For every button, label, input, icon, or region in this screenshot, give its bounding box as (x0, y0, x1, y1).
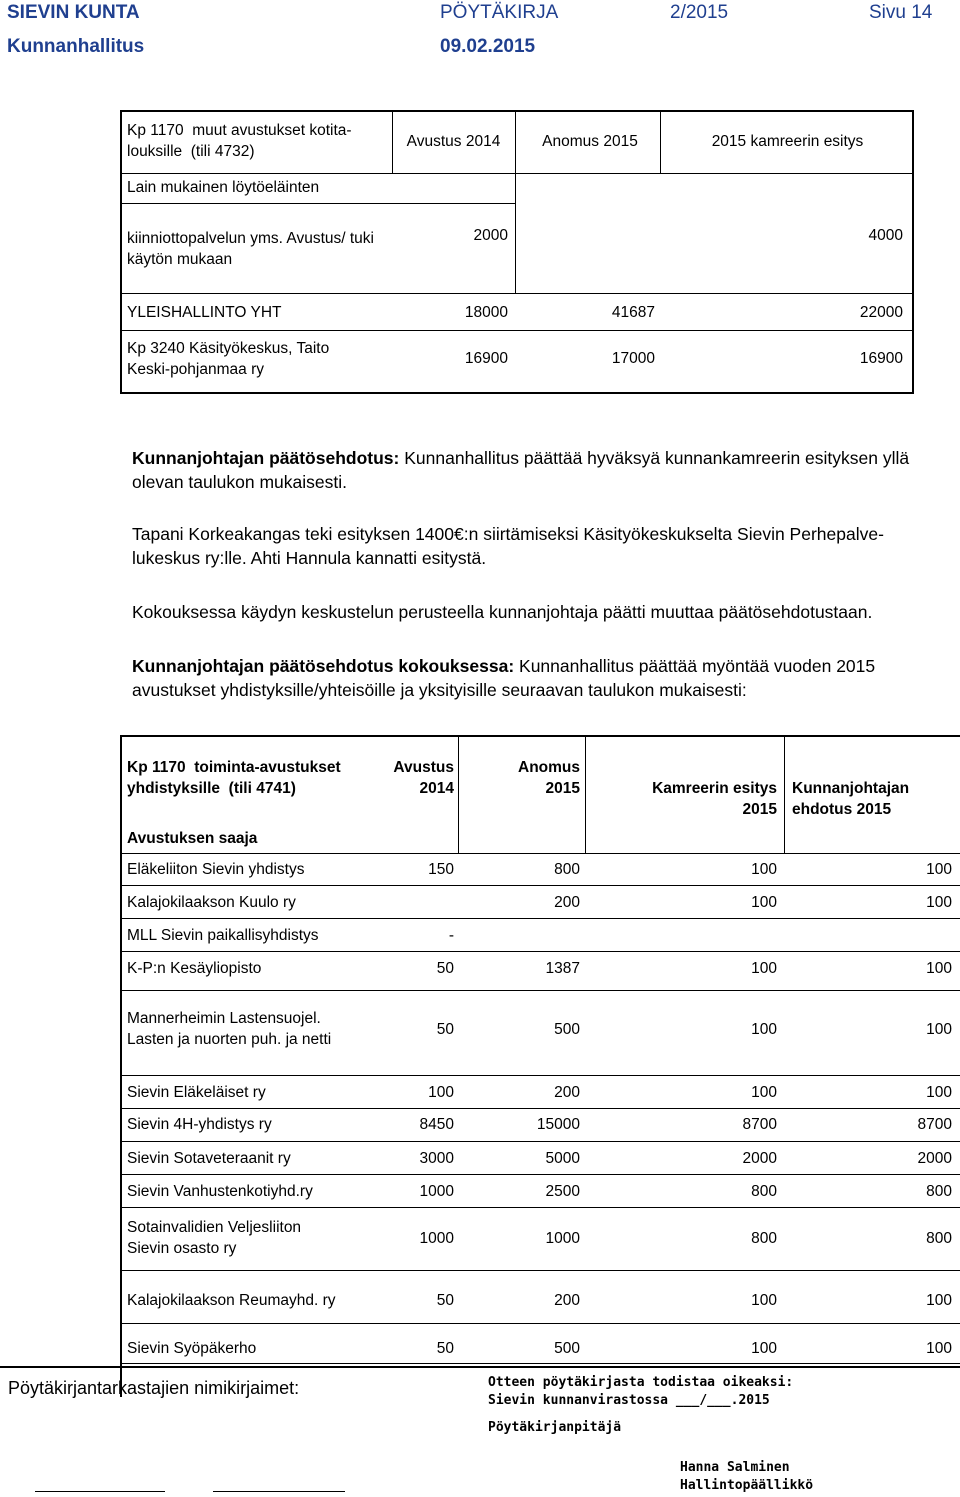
table1-row-b-label: YLEISHALLINTO YHT (127, 304, 282, 321)
table2-row-anomus: 2500 (545, 1183, 580, 1200)
table2-row-kunnanjohtaja: 100 (926, 1340, 952, 1357)
table2-row-kamreeri: 100 (751, 1084, 777, 1101)
document-type: PÖYTÄKIRJA (440, 2, 559, 23)
table2-row-kunnanjohtaja: 8700 (917, 1116, 952, 1133)
table2-row-kunnanjohtaja: 800 (926, 1230, 952, 1247)
meeting-date: 09.02.2015 (440, 36, 536, 57)
table2-row-kunnanjohtaja: 100 (926, 1084, 952, 1101)
table2-row-kamreeri: 100 (751, 1292, 777, 1309)
secretary-title: Pöytäkirjanpitäjä (488, 1420, 622, 1435)
table2-row-name: Eläkeliiton Sievin yhdistys (127, 861, 305, 878)
certification-line-1: Otteen pöytäkirjasta todistaa oikeaksi: (488, 1375, 794, 1390)
table2-row-kamreeri: 100 (751, 1021, 777, 1038)
table2-divider (784, 735, 785, 853)
table2-row-anomus: 1000 (545, 1230, 580, 1247)
table1-row-c-anomus: 17000 (611, 350, 655, 367)
table1-row-a-kamreeri: 4000 (868, 227, 903, 244)
table2-row-name: Mannerheimin Lastensuojel. Lasten ja nuorten puh. ja netti (127, 1010, 332, 1048)
table2-row-rule (120, 1141, 960, 1142)
table2-row-kunnanjohtaja: 100 (926, 1292, 952, 1309)
table2-row-name: Sievin Eläkeläiset ry (127, 1084, 266, 1101)
table2-row-kunnanjohtaja: 100 (926, 960, 952, 977)
table2-rule (120, 853, 960, 854)
table2-row-name: K-P:n Kesäyliopisto (127, 960, 262, 977)
table1-row-b-avustus: 18000 (464, 304, 508, 321)
table2-row-anomus: 200 (554, 1292, 580, 1309)
table2-subtitle: Avustuksen saaja (127, 830, 258, 847)
paragraph-proposal (132, 446, 942, 494)
table1-row-a-label: Lain mukainen löytöeläinten (127, 179, 320, 196)
table1-divider (660, 110, 661, 173)
table2-row-rule (120, 1207, 960, 1208)
table2-row-rule (120, 918, 960, 919)
table2-row-avustus: - (448, 927, 454, 944)
table1-rule (120, 293, 912, 294)
table2-row-avustus: 1000 (419, 1183, 454, 1200)
table2-row-rule (120, 1075, 960, 1076)
table1-row-a-label-2: kiinniottopalvelun yms. Avustus/ tuki käytön mukaan (127, 230, 374, 268)
table1-row-c-avustus: 16900 (464, 350, 508, 367)
table2-row-kunnanjohtaja: 800 (926, 1183, 952, 1200)
table2-header-anomus: Anomus 2015 (518, 759, 580, 797)
table2-row-kunnanjohtaja: 2000 (917, 1150, 952, 1167)
table2-row-kunnanjohtaja: 100 (926, 861, 952, 878)
table2-row-name: Kalajokilaakson Kuulo ry (127, 894, 296, 911)
table2-row-name: Sievin 4H-yhdistys ry (127, 1116, 272, 1133)
table2-row-avustus: 100 (428, 1084, 454, 1101)
signature-line-1[interactable] (35, 1491, 165, 1492)
table2-row-rule (120, 1108, 960, 1109)
table2-row-kamreeri: 8700 (742, 1116, 777, 1133)
table1-row-b-anomus: 41687 (611, 304, 655, 321)
table2-row-rule (120, 951, 960, 952)
revised-proposal-text: Kunnanhallitus päättää myöntää vuoden 2015 avustukset yhdistyksille/yhteisöille ja yksityisille seuraavan taulukon mukaisesti: (132, 656, 876, 700)
table2-header-avustus: Avustus 2014 (393, 759, 454, 797)
table2-row-kamreeri: 100 (751, 894, 777, 911)
table2-row-anomus: 800 (554, 861, 580, 878)
table2-row-kamreeri: 100 (751, 1340, 777, 1357)
table1-rule (120, 330, 912, 331)
table1-row-c-label: Kp 3240 Käsityökeskus, Taito Keski-pohjanmaa ry (127, 340, 330, 378)
signer-name: Hanna Salminen (680, 1460, 790, 1475)
org-name: SIEVIN KUNTA (7, 2, 140, 23)
table2-row-rule (120, 1323, 960, 1324)
table2-row-anomus: 15000 (536, 1116, 580, 1133)
table1-col-avustus: Avustus 2014 (406, 133, 501, 150)
proposal-heading: Kunnanjohtajan päätösehdotus: (132, 448, 400, 468)
table2-row-avustus: 50 (436, 1292, 454, 1309)
table2-row-kamreeri: 800 (751, 1183, 777, 1200)
proposal-text: Kunnanhallitus päättää hyväksyä kunnankamreerin esityksen yllä olevan taulukon mukaisesti. (132, 448, 910, 492)
table2-divider (458, 735, 459, 853)
certification-line-2: Sievin kunnanvirastossa ___/___.2015 (488, 1393, 770, 1408)
table2-row-rule (120, 990, 960, 991)
table2-row-rule (120, 1174, 960, 1175)
table1-col-anomus: Anomus 2015 (542, 133, 638, 150)
table2-row-anomus: 200 (554, 894, 580, 911)
table2-row-rule (120, 885, 960, 886)
table2-row-kamreeri: 100 (751, 960, 777, 977)
revised-proposal-heading: Kunnanjohtajan päätösehdotus kokouksessa: (132, 656, 515, 676)
paragraph-motion: Tapani Korkeakangas teki esityksen 1400€:n siirtämiseksi Käsityökeskukselta Sievin Perhepalve-lukeskus ry:lle. Ahti Hannula kannatti esitystä. (132, 524, 884, 568)
table1-rule (120, 173, 912, 174)
table2-row-avustus: 50 (436, 960, 454, 977)
table2-row-kunnanjohtaja: 100 (926, 1021, 952, 1038)
table2-row-rule (120, 1363, 960, 1364)
table2-header-kunnanjohtaja: Kunnanjohtajan ehdotus 2015 (792, 780, 910, 818)
table2-row-avustus: 3000 (419, 1150, 454, 1167)
paragraph-revised-proposal (132, 654, 942, 702)
table2-row-rule (120, 1270, 960, 1271)
document-number: 2/2015 (670, 2, 729, 23)
table2-row-avustus: 8450 (419, 1116, 454, 1133)
table2-row-name: Sievin Vanhustenkotiyhd.ry (127, 1183, 313, 1200)
table1-rule (120, 203, 515, 204)
table2-row-kamreeri: 800 (751, 1230, 777, 1247)
table1-row-a-avustus: 2000 (473, 227, 508, 244)
table1-divider (515, 110, 516, 293)
table2-row-avustus: 150 (428, 861, 454, 878)
table2-row-kamreeri: 100 (751, 861, 777, 878)
table1-col-kamreeri: 2015 kamreerin esitys (711, 133, 864, 150)
paragraph-discussion: Kokouksessa käydyn keskustelun perusteella kunnanjohtaja päätti muuttaa päätösehdotustaan. (132, 602, 873, 622)
table2-row-anomus: 200 (554, 1084, 580, 1101)
table1-title: Kp 1170 muut avustukset kotita- louksille (tili 4732) (127, 122, 352, 160)
table2-header-kamreeri: Kamreerin esitys 2015 (652, 780, 777, 818)
page-number: Sivu 14 (869, 2, 933, 23)
table2-row-anomus: 1387 (545, 960, 580, 977)
table2-row-avustus: 50 (436, 1021, 454, 1038)
footer-rule (0, 1366, 960, 1368)
table2-row-name: Kalajokilaakson Reumayhd. ry (127, 1292, 336, 1309)
table2-row-kamreeri: 2000 (742, 1150, 777, 1167)
reviewers-initials-label: Pöytäkirjantarkastajien nimikirjaimet: (8, 1378, 300, 1398)
signer-title: Hallintopäällikkö (680, 1478, 814, 1493)
table2-row-kunnanjohtaja: 100 (926, 894, 952, 911)
table1-row-b-kamreeri: 22000 (859, 304, 903, 321)
table2-title: Kp 1170 toiminta-avustukset yhdistyksille (tili 4741) (127, 759, 341, 797)
table2-row-name: Sotainvalidien Veljesliiton Sievin osasto ry (127, 1219, 302, 1257)
table2-row-name: MLL Sievin paikallisyhdistys (127, 927, 319, 944)
table2-divider (585, 735, 586, 853)
table2-row-name: Sievin Sotaveteraanit ry (127, 1150, 291, 1167)
table1-row-c-kamreeri: 16900 (859, 350, 903, 367)
table2-row-anomus: 500 (554, 1340, 580, 1357)
table2-row-anomus: 5000 (545, 1150, 580, 1167)
table2-row-anomus: 500 (554, 1021, 580, 1038)
body-name: Kunnanhallitus (7, 36, 145, 57)
table2-row-avustus: 50 (436, 1340, 454, 1357)
table2-row-avustus: 1000 (419, 1230, 454, 1247)
table2-row-name: Sievin Syöpäkerho (127, 1340, 257, 1357)
signature-line-2[interactable] (213, 1491, 345, 1492)
